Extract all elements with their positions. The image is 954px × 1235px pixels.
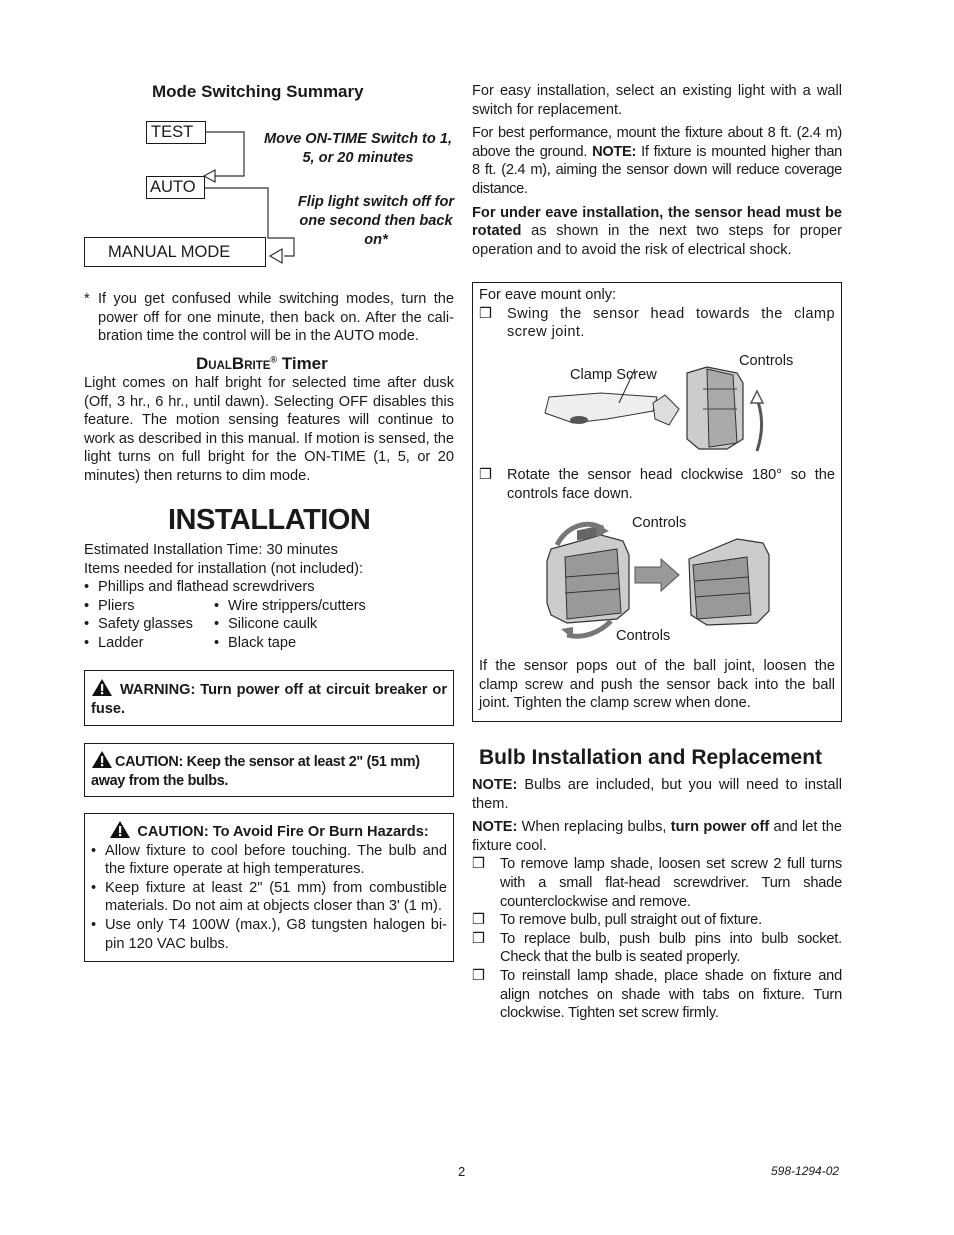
mode-test-box: TEST [146,121,206,144]
eave-step-2: ❒ Rotate the sensor head clockwise 180° so the controls face down. [479,467,835,502]
label-controls-3: Controls [616,628,671,644]
bulb-note-2: NOTE: When replacing bulbs, turn power off and let the fixture cool. [472,819,842,854]
caution-fire-item: • Keep fixture at least 2" (51 mm) from combustible materials. Do not aim at objects closer than 3' (1 m). [91,879,447,916]
footnote-mark: * [84,291,90,307]
tool-item: • Wire strippers/cutters [214,597,366,616]
dualbrite-title: DUALBRITE® Timer [196,354,328,373]
footnote-text: If you get confused while switching modes, turn the power off for one minute, then back on. After the cali-bration time the control will be in the AUTO mode. [98,291,454,345]
tool-item: • Black tape [214,634,366,653]
eave-mount-box [472,282,842,722]
eave-step-1: ❒ Swing the sensor head towards the clamp screw joint. [479,305,835,341]
install-time: Estimated Installation Time: 30 minutes [84,542,338,558]
caution-sensor-text: CAUTION: Keep the sensor at least 2" (51 mm) away from the bulbs. [91,754,420,789]
label-controls-1: Controls [739,353,794,369]
sensor-swing-illustration [537,363,777,463]
eave-footer: If the sensor pops out of the ball joint, loosen the clamp screw and push the sensor back into the ball joint. Tighten the clamp screw when done. [479,658,835,712]
mode-switching-title: Mode Switching Summary [152,82,364,101]
sensor-rotate-illustration [537,515,787,643]
page-number: 2 [458,1164,466,1179]
caution-fire-item: • Allow fixture to cool before touching. The bulb and the fixture operate at high temperatures. [91,842,447,879]
mode-note-flip: Flip light switch off for one second then back on* [297,194,455,248]
label-controls-2: Controls [632,515,687,531]
tool-item: • Phillips and flathead screwdrivers [84,578,454,597]
mode-manual-box: MANUAL MODE [84,237,266,267]
mode-note-ontime: Move ON-TIME Switch to 1, 5, or 20 minutes [263,131,453,166]
label-clamp-screw: Clamp Screw [570,367,657,383]
tool-item: • Pliers [84,597,214,616]
tool-item: • Ladder [84,634,214,653]
intro-p2: For best performance, mount the fixture about 8 ft. (2.4 m) above the ground. NOTE: If fixture is mounted higher than 8 ft. (2.4 m), aiming the sensor down will reduce coverage distance. [472,125,842,197]
install-items-intro: Items needed for installation (not included): [84,560,364,577]
eave-intro: For eave mount only: [479,287,617,303]
caution-sensor-box [84,743,454,797]
doc-number: 598-1294-02 [771,1164,840,1178]
bulb-step: ❒ To reinstall lamp shade, place shade on fixture and align notches on shade with tabs on fixture. Turn clockwise. Tighten set screw firmly. [472,967,842,1022]
warning-triangle-icon [91,750,113,769]
intro-p3: For under eave installation, the sensor head must be rotated as shown in the next two steps for proper operation and to avoid the risk of electrical shock. [472,204,842,258]
bulb-step: ❒ To remove bulb, pull straight out of fixture. [472,912,762,929]
bulb-title: Bulb Installation and Replacement [479,746,823,769]
dualbrite-body: Light comes on half bright for selected time after dusk (Off, 3 hr., 6 hr., until dawn). Selecting OFF disables this feature. The motion sensing features will continue to work as described in this manual. If motion is sensed, the light turns on full bright for the ON-TIME (1, 5, or 20 minutes) then returns to dim mode. [84,375,454,484]
caution-fire-item: • Use only T4 100W (max.), G8 tungsten halogen bi-pin 120 VAC bulbs. [91,916,447,953]
bulb-step: ❒ To replace bulb, push bulb pins into bulb socket. Check that the bulb is seated properly. [472,930,842,966]
warning-text: WARNING: Turn power off at circuit breaker or fuse. [91,682,448,717]
bulb-note-1: NOTE: Bulbs are included, but you will need to install them. [472,777,842,812]
warning-triangle-icon [109,820,131,839]
caution-fire-box [84,813,454,962]
warning-triangle-icon [91,678,113,697]
intro-p1: For easy installation, select an existing light with a wall switch for replacement. [472,83,842,118]
caution-fire-title: CAUTION: To Avoid Fire Or Burn Hazards: [91,820,447,842]
intro-text [472,82,842,259]
bulb-section [472,776,842,1023]
tool-item: • Safety glasses [84,615,214,634]
tool-item: • Silicone caulk [214,615,366,634]
bulb-step: ❒ To remove lamp shade, loosen set screw 2 full turns with a small flat-head screwdriver. Turn shade counterclockwise and remove. [472,856,842,910]
installation-title: INSTALLATION [168,504,371,536]
mode-auto-box: AUTO [146,176,205,199]
installation-info [84,541,454,653]
mode-footnote [84,290,454,346]
warning-box [84,670,454,726]
